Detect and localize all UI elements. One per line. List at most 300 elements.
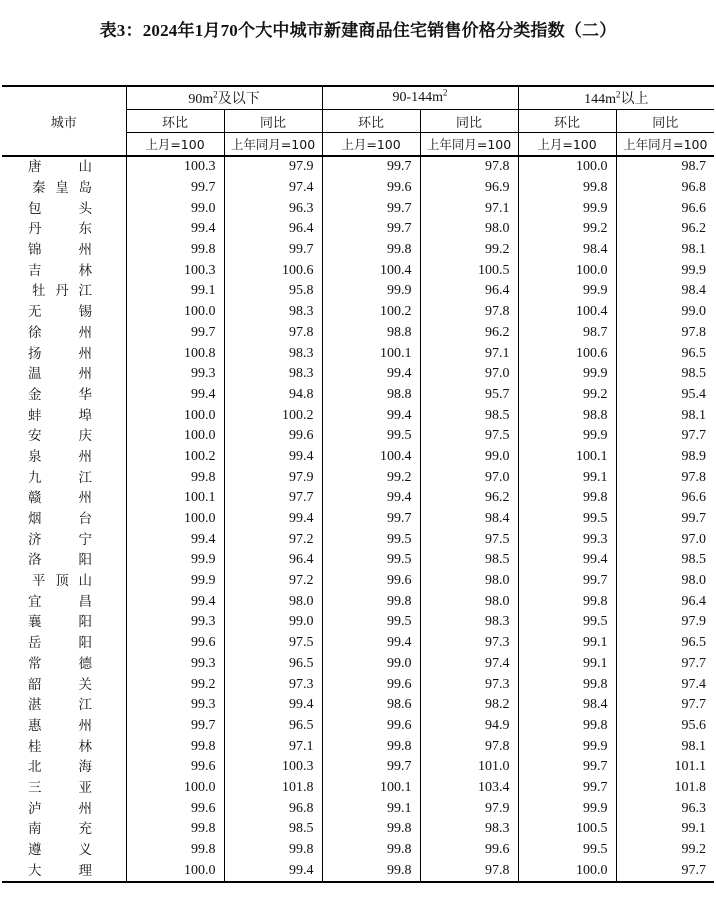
index-value-cell: 97.9 — [224, 467, 322, 488]
city-name: 桂 林 — [28, 738, 92, 755]
table-title: 表3：2024年1月70个大中城市新建商品住宅销售价格分类指数（二） — [99, 21, 617, 40]
city-name-cell — [2, 695, 126, 716]
city-name-cell — [2, 529, 126, 550]
city-name-cell — [2, 571, 126, 592]
unit-label: 上月=100 — [518, 133, 616, 157]
index-value-cell: 101.8 — [224, 778, 322, 799]
index-value-cell: 97.0 — [420, 364, 518, 385]
index-value-cell: 103.4 — [420, 778, 518, 799]
index-value-cell: 99.4 — [322, 405, 420, 426]
city-name: 南 充 — [28, 821, 92, 838]
table-row — [2, 819, 714, 840]
index-value-cell: 98.3 — [224, 302, 322, 323]
table-row — [2, 302, 714, 323]
city-name: 蚌 埠 — [28, 407, 92, 424]
city-name-cell — [2, 281, 126, 302]
city-name-cell — [2, 405, 126, 426]
index-value-cell: 99.8 — [518, 674, 616, 695]
city-name-cell — [2, 860, 126, 882]
index-value-cell: 101.8 — [616, 778, 714, 799]
index-value-cell: 95.8 — [224, 281, 322, 302]
city-name: 岳 阳 — [28, 635, 92, 652]
subheader-mom: 环比 — [322, 110, 420, 133]
city-name: 牡 丹 江 — [32, 283, 92, 300]
index-value-cell: 100.4 — [518, 302, 616, 323]
unit-label: 上年同月=100 — [224, 133, 322, 157]
index-value-cell: 99.2 — [518, 219, 616, 240]
index-value-cell: 99.7 — [322, 509, 420, 530]
unit-label: 上月=100 — [126, 133, 224, 157]
city-name: 唐 山 — [28, 159, 92, 176]
index-value-cell: 95.6 — [616, 716, 714, 737]
index-value-cell: 96.4 — [420, 281, 518, 302]
index-value-cell: 99.6 — [420, 840, 518, 861]
index-value-cell: 98.1 — [616, 240, 714, 261]
index-value-cell: 100.0 — [126, 426, 224, 447]
city-name-cell — [2, 467, 126, 488]
index-value-cell: 98.0 — [616, 571, 714, 592]
city-name: 赣 州 — [28, 490, 92, 507]
table-row — [2, 281, 714, 302]
index-value-cell: 100.0 — [126, 509, 224, 530]
index-value-cell: 98.2 — [420, 695, 518, 716]
index-value-cell: 100.0 — [126, 405, 224, 426]
index-value-cell: 99.4 — [322, 364, 420, 385]
index-value-cell: 100.1 — [126, 488, 224, 509]
index-value-cell: 96.2 — [420, 488, 518, 509]
index-value-cell: 99.7 — [224, 240, 322, 261]
table-row — [2, 343, 714, 364]
index-value-cell: 97.1 — [224, 736, 322, 757]
table-row — [2, 674, 714, 695]
index-value-cell: 100.2 — [224, 405, 322, 426]
index-value-cell: 99.5 — [518, 612, 616, 633]
index-value-cell: 99.5 — [322, 529, 420, 550]
index-value-cell: 99.4 — [224, 509, 322, 530]
index-value-cell: 98.4 — [616, 281, 714, 302]
table-row — [2, 240, 714, 261]
index-value-cell: 98.5 — [616, 550, 714, 571]
index-value-cell: 98.3 — [224, 364, 322, 385]
table-row — [2, 488, 714, 509]
index-value-cell: 96.9 — [420, 178, 518, 199]
subheader-mom: 环比 — [518, 110, 616, 133]
city-name: 秦 皇 岛 — [32, 180, 92, 197]
index-value-cell: 99.8 — [518, 716, 616, 737]
index-value-cell: 97.8 — [420, 302, 518, 323]
table-row — [2, 219, 714, 240]
table-row — [2, 633, 714, 654]
index-value-cell: 98.4 — [518, 240, 616, 261]
index-value-cell: 96.2 — [420, 323, 518, 344]
city-name-cell — [2, 178, 126, 199]
city-name: 泸 州 — [28, 800, 92, 817]
index-value-cell: 99.8 — [322, 591, 420, 612]
index-value-cell: 100.0 — [518, 156, 616, 178]
city-name-cell — [2, 654, 126, 675]
index-value-cell: 99.3 — [126, 695, 224, 716]
index-value-cell: 99.3 — [126, 364, 224, 385]
index-value-cell: 99.6 — [224, 426, 322, 447]
index-value-cell: 97.7 — [616, 695, 714, 716]
index-value-cell: 98.0 — [420, 591, 518, 612]
city-name-cell — [2, 219, 126, 240]
city-name: 北 海 — [28, 759, 92, 776]
index-value-cell: 99.3 — [126, 654, 224, 675]
unit-label: 上月=100 — [322, 133, 420, 157]
index-value-cell: 99.7 — [518, 778, 616, 799]
index-value-cell: 97.3 — [224, 674, 322, 695]
city-name: 丹 东 — [28, 221, 92, 238]
table-row — [2, 260, 714, 281]
table-row — [2, 860, 714, 882]
city-name-cell — [2, 343, 126, 364]
index-value-cell: 97.7 — [616, 426, 714, 447]
city-name: 惠 州 — [28, 717, 92, 734]
index-value-cell: 97.4 — [224, 178, 322, 199]
index-value-cell: 97.0 — [616, 529, 714, 550]
index-value-cell: 100.1 — [518, 447, 616, 468]
index-value-cell: 98.7 — [616, 156, 714, 178]
table-row — [2, 426, 714, 447]
city-name: 安 庆 — [28, 428, 92, 445]
table-row — [2, 323, 714, 344]
index-value-cell: 99.9 — [518, 198, 616, 219]
table-row — [2, 571, 714, 592]
index-value-cell: 98.3 — [420, 819, 518, 840]
index-value-cell: 97.0 — [420, 467, 518, 488]
index-value-cell: 99.8 — [126, 819, 224, 840]
index-value-cell: 97.9 — [224, 156, 322, 178]
index-value-cell: 99.2 — [518, 385, 616, 406]
index-value-cell: 99.8 — [518, 591, 616, 612]
index-value-cell: 96.6 — [616, 198, 714, 219]
city-name-cell — [2, 260, 126, 281]
index-value-cell: 95.7 — [420, 385, 518, 406]
subheader-mom: 环比 — [126, 110, 224, 133]
index-value-cell: 98.1 — [616, 736, 714, 757]
table-row — [2, 840, 714, 861]
index-value-cell: 97.1 — [420, 343, 518, 364]
city-name-cell — [2, 509, 126, 530]
city-name-cell — [2, 798, 126, 819]
city-name: 韶 关 — [28, 676, 92, 693]
table-row — [2, 778, 714, 799]
index-value-cell: 96.4 — [224, 219, 322, 240]
index-value-cell: 99.9 — [518, 364, 616, 385]
index-value-cell: 99.0 — [420, 447, 518, 468]
city-name: 金 华 — [28, 386, 92, 403]
table-row — [2, 736, 714, 757]
index-value-cell: 99.4 — [322, 488, 420, 509]
index-value-cell: 99.5 — [322, 550, 420, 571]
table-row — [2, 695, 714, 716]
index-value-cell: 97.8 — [420, 156, 518, 178]
index-value-cell: 97.8 — [616, 323, 714, 344]
header-row-groups — [2, 86, 714, 110]
city-name: 常 德 — [28, 655, 92, 672]
city-name: 吉 林 — [28, 262, 92, 279]
index-value-cell: 99.7 — [322, 219, 420, 240]
index-value-cell: 99.8 — [322, 240, 420, 261]
index-value-cell: 99.8 — [322, 840, 420, 861]
city-name: 宜 昌 — [28, 593, 92, 610]
index-value-cell: 99.4 — [322, 633, 420, 654]
index-value-cell: 99.0 — [616, 302, 714, 323]
index-value-cell: 99.6 — [126, 633, 224, 654]
index-value-cell: 98.3 — [420, 612, 518, 633]
index-value-cell: 100.3 — [126, 260, 224, 281]
index-value-cell: 100.0 — [126, 860, 224, 882]
index-value-cell: 99.5 — [322, 426, 420, 447]
index-value-cell: 99.9 — [518, 426, 616, 447]
index-value-cell: 99.4 — [126, 219, 224, 240]
city-name: 扬 州 — [28, 345, 92, 362]
index-value-cell: 99.6 — [126, 798, 224, 819]
city-name: 湛 江 — [28, 697, 92, 714]
index-value-cell: 99.4 — [126, 591, 224, 612]
index-value-cell: 99.4 — [224, 447, 322, 468]
index-value-cell: 99.1 — [322, 798, 420, 819]
city-name-cell — [2, 240, 126, 261]
unit-label: 上年同月=100 — [616, 133, 714, 157]
index-value-cell: 97.8 — [616, 467, 714, 488]
index-value-cell: 94.8 — [224, 385, 322, 406]
city-name-cell — [2, 612, 126, 633]
index-value-cell: 96.5 — [616, 343, 714, 364]
city-name-cell — [2, 385, 126, 406]
index-value-cell: 100.5 — [518, 819, 616, 840]
table-row — [2, 612, 714, 633]
index-value-cell: 99.1 — [616, 819, 714, 840]
table-row — [2, 364, 714, 385]
city-name: 包 头 — [28, 200, 92, 217]
index-value-cell: 98.8 — [322, 323, 420, 344]
index-value-cell: 99.7 — [518, 571, 616, 592]
city-name-cell — [2, 716, 126, 737]
index-value-cell: 97.7 — [616, 860, 714, 882]
city-name-cell — [2, 364, 126, 385]
index-value-cell: 99.0 — [322, 654, 420, 675]
city-name: 徐 州 — [28, 324, 92, 341]
index-value-cell: 96.2 — [616, 219, 714, 240]
index-value-cell: 97.7 — [224, 488, 322, 509]
index-value-cell: 100.4 — [322, 260, 420, 281]
table-row — [2, 385, 714, 406]
city-name: 温 州 — [28, 366, 92, 383]
index-value-cell: 97.9 — [616, 612, 714, 633]
index-value-cell: 98.8 — [322, 385, 420, 406]
city-name-cell — [2, 302, 126, 323]
index-value-cell: 99.5 — [518, 509, 616, 530]
index-value-cell: 99.0 — [224, 612, 322, 633]
index-value-cell: 99.2 — [420, 240, 518, 261]
index-value-cell: 100.4 — [322, 447, 420, 468]
city-name-cell — [2, 840, 126, 861]
index-value-cell: 99.8 — [224, 840, 322, 861]
index-value-cell: 97.5 — [420, 426, 518, 447]
index-value-cell: 99.5 — [518, 840, 616, 861]
index-value-cell: 99.9 — [518, 281, 616, 302]
table-row — [2, 156, 714, 178]
table-row — [2, 550, 714, 571]
index-value-cell: 96.3 — [616, 798, 714, 819]
index-value-cell: 97.3 — [420, 674, 518, 695]
price-index-table — [2, 85, 714, 883]
index-value-cell: 99.6 — [322, 571, 420, 592]
index-value-cell: 98.0 — [224, 591, 322, 612]
group-header-under-90: $90m^2$及以下 — [126, 86, 322, 110]
city-name: 遵 义 — [28, 842, 92, 859]
index-value-cell: 99.7 — [322, 156, 420, 178]
table-row — [2, 178, 714, 199]
city-name: 烟 台 — [28, 511, 92, 528]
subheader-yoy: 同比 — [420, 110, 518, 133]
index-value-cell: 98.3 — [224, 343, 322, 364]
index-value-cell: 99.1 — [518, 467, 616, 488]
index-value-cell: 99.9 — [322, 281, 420, 302]
index-value-cell: 100.3 — [126, 156, 224, 178]
city-name: 洛 阳 — [28, 552, 92, 569]
city-name: 锦 州 — [28, 242, 92, 259]
index-value-cell: 100.2 — [126, 447, 224, 468]
index-value-cell: 99.9 — [518, 736, 616, 757]
index-value-cell: 98.6 — [322, 695, 420, 716]
city-name: 三 亚 — [28, 779, 92, 796]
index-value-cell: 98.5 — [224, 819, 322, 840]
index-value-cell: 99.3 — [126, 612, 224, 633]
index-value-cell: 99.6 — [322, 178, 420, 199]
index-value-cell: 98.0 — [420, 571, 518, 592]
index-value-cell: 98.4 — [420, 509, 518, 530]
index-value-cell: 99.9 — [126, 571, 224, 592]
city-name: 襄 阳 — [28, 614, 92, 631]
index-value-cell: 98.9 — [616, 447, 714, 468]
index-value-cell: 99.9 — [616, 260, 714, 281]
index-value-cell: 101.0 — [420, 757, 518, 778]
table-row — [2, 509, 714, 530]
table-row — [2, 757, 714, 778]
index-value-cell: 97.9 — [420, 798, 518, 819]
index-value-cell: 99.7 — [518, 757, 616, 778]
index-value-cell: 99.2 — [322, 467, 420, 488]
table-row — [2, 591, 714, 612]
unit-label: 上年同月=100 — [420, 133, 518, 157]
index-value-cell: 96.5 — [616, 633, 714, 654]
city-name-cell — [2, 778, 126, 799]
index-value-cell: 99.7 — [616, 509, 714, 530]
index-value-cell: 99.1 — [518, 654, 616, 675]
index-value-cell: 97.4 — [616, 674, 714, 695]
index-value-cell: 98.5 — [420, 405, 518, 426]
table-row — [2, 198, 714, 219]
index-value-cell: 99.4 — [224, 695, 322, 716]
group-header-90-144: $90-144m^2$ — [322, 86, 518, 110]
index-value-cell: 99.0 — [126, 198, 224, 219]
city-column-header: 城市 — [2, 86, 126, 156]
index-value-cell: 98.8 — [518, 405, 616, 426]
index-value-cell: 99.4 — [126, 529, 224, 550]
city-name-cell — [2, 550, 126, 571]
index-value-cell: 94.9 — [420, 716, 518, 737]
index-value-cell: 97.5 — [224, 633, 322, 654]
index-value-cell: 99.7 — [126, 716, 224, 737]
index-value-cell: 100.1 — [322, 778, 420, 799]
index-value-cell: 99.5 — [322, 612, 420, 633]
index-value-cell: 99.1 — [126, 281, 224, 302]
index-value-cell: 99.1 — [518, 633, 616, 654]
index-value-cell: 97.2 — [224, 571, 322, 592]
index-value-cell: 97.4 — [420, 654, 518, 675]
index-value-cell: 98.0 — [420, 219, 518, 240]
table-row — [2, 529, 714, 550]
index-value-cell: 99.8 — [322, 819, 420, 840]
index-value-cell: 100.0 — [126, 302, 224, 323]
index-value-cell: 99.8 — [518, 178, 616, 199]
index-value-cell: 99.9 — [126, 550, 224, 571]
index-value-cell: 100.0 — [518, 860, 616, 882]
index-value-cell: 98.1 — [616, 405, 714, 426]
index-value-cell: 99.2 — [616, 840, 714, 861]
city-name-cell — [2, 198, 126, 219]
index-value-cell: 99.3 — [518, 529, 616, 550]
city-name-cell — [2, 591, 126, 612]
index-value-cell: 100.6 — [518, 343, 616, 364]
index-value-cell: 99.8 — [322, 736, 420, 757]
index-value-cell: 96.6 — [616, 488, 714, 509]
city-name-cell — [2, 488, 126, 509]
city-name-cell — [2, 819, 126, 840]
index-value-cell: 97.8 — [224, 323, 322, 344]
index-value-cell: 101.1 — [616, 757, 714, 778]
index-value-cell: 97.1 — [420, 198, 518, 219]
city-name: 九 江 — [28, 469, 92, 486]
subheader-yoy: 同比 — [224, 110, 322, 133]
city-name-cell — [2, 323, 126, 344]
index-value-cell: 99.2 — [126, 674, 224, 695]
index-value-cell: 99.8 — [126, 736, 224, 757]
index-value-cell: 99.6 — [126, 757, 224, 778]
city-name-cell — [2, 156, 126, 178]
index-value-cell: 99.7 — [322, 198, 420, 219]
index-value-cell: 97.7 — [616, 654, 714, 675]
index-value-cell: 99.8 — [126, 467, 224, 488]
city-name: 无 锡 — [28, 304, 92, 321]
index-value-cell: 97.8 — [420, 860, 518, 882]
index-value-cell: 97.5 — [420, 529, 518, 550]
index-value-cell: 96.5 — [224, 716, 322, 737]
subheader-yoy: 同比 — [616, 110, 714, 133]
index-value-cell: 100.3 — [224, 757, 322, 778]
index-value-cell: 99.9 — [518, 798, 616, 819]
index-value-cell: 98.5 — [420, 550, 518, 571]
city-name-cell — [2, 426, 126, 447]
index-value-cell: 100.8 — [126, 343, 224, 364]
index-value-cell: 98.4 — [518, 695, 616, 716]
index-value-cell: 100.2 — [322, 302, 420, 323]
group-header-over-144: $144m^2$以上 — [518, 86, 714, 110]
index-value-cell: 97.8 — [420, 736, 518, 757]
index-value-cell: 99.8 — [518, 488, 616, 509]
index-value-cell: 99.7 — [322, 757, 420, 778]
index-value-cell: 100.6 — [224, 260, 322, 281]
index-value-cell: 96.4 — [616, 591, 714, 612]
index-value-cell: 99.8 — [126, 840, 224, 861]
city-name: 大 理 — [28, 862, 92, 879]
index-value-cell: 100.1 — [322, 343, 420, 364]
table-row — [2, 467, 714, 488]
index-value-cell: 100.5 — [420, 260, 518, 281]
